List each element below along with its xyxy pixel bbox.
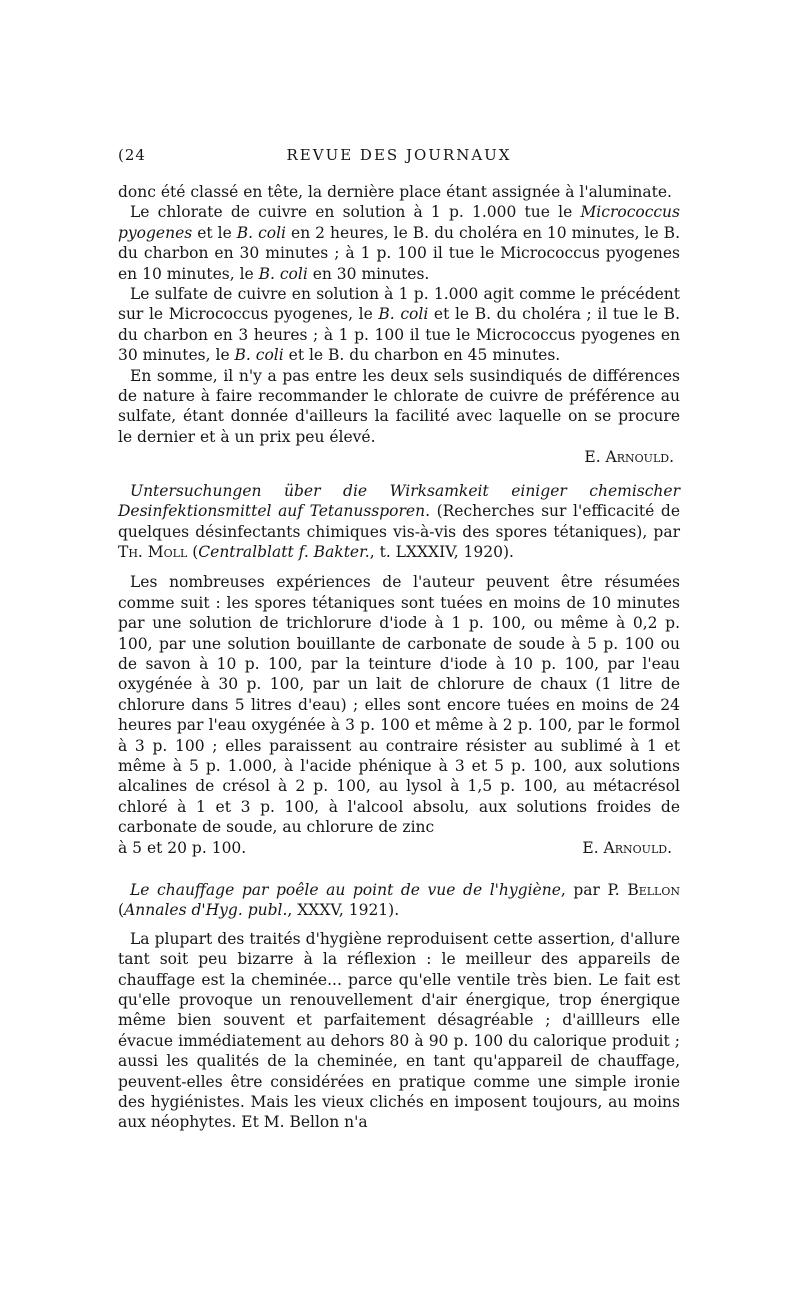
paragraph-tetanus-spores: Les nombreuses expériences de l'auteur peuvent être résumées comme suit : les spores tétaniques sont tuées en moins de 10 minutes par une solution de trichlorure d'iode à 1 p. 100, ou même à 0,2 p. 100, par une solution bouillante de carbonate de soude à 5 p. 100 ou de savon à 10 p. 100, par la teinture d'iode à 10 p. 100, par l'eau oxygénée à 30 p. 100, par un lait de chlorure de chaux (1 litre de chlorure dans 5 litres d'eau) ; elles sont encore tuées en moins de 24 heures par l'eau oxygénée à 3 p. 100 et même à 2 p. 100, par le formol à 3 p. 100 ; elles paraissent au contraire résister au sublimé à 1 et même à 5 p. 1.000, à l'acide phénique à 3 et 5 p. 100, aux solutions alcalines de crésol à 2 p. 100, au lysol à 1,5 p. 100, au métacrésol chloré à 1 et 3 p. 100, à l'alcool absolu, aux solutions froides de carbonate de soude, au chlorure de zinc — [118, 573, 680, 837]
paragraph-chlorate: Le chlorate de cuivre en solution à 1 p. 1.000 tue le Micrococcus pyogenes et le B. coli en 2 heures, le B. du choléra en 10 minutes, le B. du charbon en 30 minutes ; à 1 p. 100 il tue le Micrococcus pyogenes en 10 minutes, le B. coli en 30 minutes. — [118, 203, 680, 283]
paragraph-aluminate: donc été classé en tête, la dernière place étant assignée à l'aluminate. — [118, 183, 672, 201]
closing-line-with-signature: à 5 et 20 p. 100. E. Arnould. — [118, 838, 680, 858]
article-title-bellon: Le chauffage par poêle au point de vue de l'hygiène, par P. Bellon (Annales d'Hyg. publ., XXXV, 1921). — [118, 881, 680, 920]
paragraph-sulfate: Le sulfate de cuivre en solution à 1 p. 1.000 agit comme le précédent sur le Micrococcus pyogenes, le B. coli et le B. du choléra ; il tue le B. du charbon en 3 heures ; à 1 p. 100 il tue le Micrococcus pyogenes en 30 minutes, le B. coli et le B. du charbon en 45 minutes. — [118, 285, 680, 365]
page-number: (24 — [118, 146, 146, 164]
signature-arnould-1: E. Arnould. — [584, 448, 674, 467]
signature-arnould-2: E. Arnould. — [582, 838, 672, 857]
paragraph-conclusion: En somme, il n'y a pas entre les deux sels susindiqués de différences de nature à faire recommander le chlorate de cuivre de préférence au sulfate, étant donnée d'ailleurs la facilité avec laquelle on se procure le dernier et à un prix peu élevé. — [118, 366, 680, 446]
article-body — [118, 182, 680, 1133]
article-title-moll: Untersuchungen über die Wirksamkeit einiger chemischer Desinfektionsmittel auf Tetanussporen. (Recherches sur l'efficacité de quelques désinfectants chimiques vis-à-vis des spores tétaniques), par Th. Moll (Centralblatt f. Bakter., t. LXXXIV, 1920). — [118, 481, 680, 561]
running-title: REVUE DES JOURNAUX — [286, 146, 512, 164]
paragraph-chauffage: La plupart des traités d'hygiène reproduisent cette assertion, d'allure tant soit peu bizarre à la réflexion : le meilleur des appareils de chauffage est la cheminée... parce qu'elle ventile très bien. Le fait est qu'elle provoque un renouvellement d'air énergique, trop énergique même bien souvent et parfaitement désagréable ; d'aillleurs elle évacue immédiatement au dehors 80 à 90 p. 100 du calorique produit ; aussi les qualités de la cheminée, en tant qu'appareil de chauffage, peuvent-elles être considérées en pratique comme une simple ironie des hygiénistes. Mais les vieux clichés en imposent toujours, au moins aux néophytes. Et M. Bellon n'a — [118, 929, 680, 1132]
running-header — [118, 146, 680, 168]
